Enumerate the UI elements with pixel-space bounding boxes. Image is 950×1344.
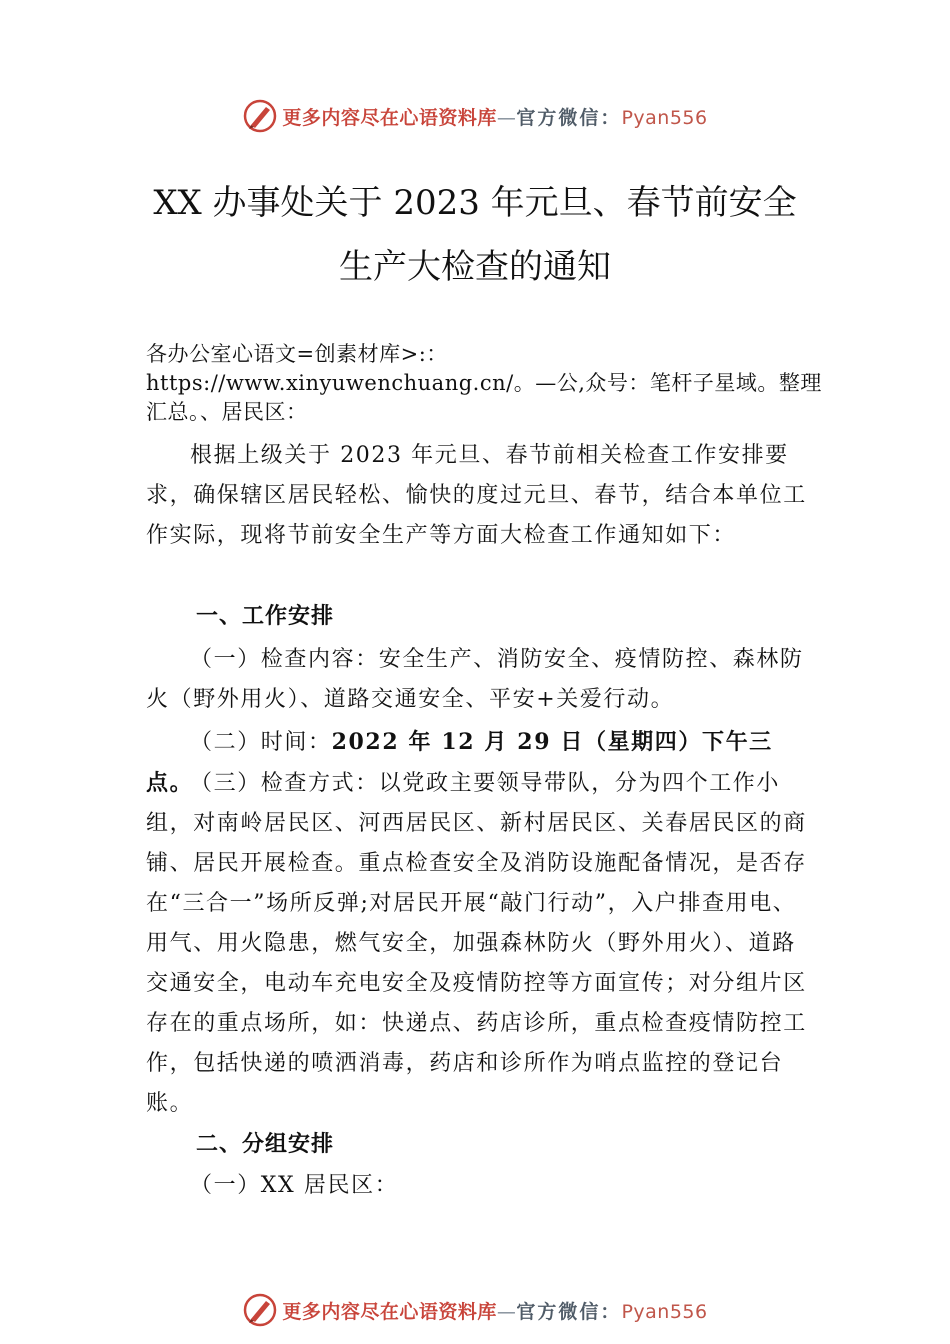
watermark-text: [282, 1297, 707, 1324]
section2-heading: 二、分组安排: [196, 1131, 335, 1157]
watermark-dash: —: [496, 106, 517, 129]
pen-logo-icon: [242, 98, 278, 134]
watermark-official: 官方微信：: [516, 1300, 622, 1323]
watermark-text: [282, 103, 707, 130]
watermark-dash: —: [496, 1300, 517, 1323]
document-title-line1: XX 办事处关于 2023 年元旦、春节前安全: [153, 183, 797, 223]
watermark-wechat-id: Pyan556: [621, 1300, 708, 1323]
item2-date: 2022 年 12 月 29 日（星期四）下午三点。: [146, 729, 773, 796]
section1-heading: 一、工作安排: [196, 603, 335, 629]
watermark-brand: 更多内容尽在心语资料库: [282, 106, 497, 129]
watermark-brand: 更多内容尽在心语资料库: [282, 1300, 497, 1323]
intro-paragraph: 根据上级关于 2023 年元旦、春节前相关检查工作安排要求，确保辖区居民轻松、愉快的度过元旦、春节，结合本单位工作实际，现将节前安全生产等方面大检查工作通知如下：: [146, 443, 807, 548]
item3-paragraph: （三）检查方式：以党政主要领导带队，分为四个工作小组，对南岭居民区、河西居民区、新村居民区、关春居民区的商铺、居民开展检查。重点检查安全及消防设施配备情况，是否存在“三合一”场所反弹;对居民开展“敲门行动”，入户排查用电、用气、用火隐患，燃气安全，加强森林防火（野外用火）、道路交通安全，电动车充电安全及疫情防控等方面宣传；对分组片区存在的重点场所，如：快递点、药店诊所，重点检查疫情防控工作，包括快递的喷洒消毒，药店和诊所作为哨点监控的登记台账。: [146, 771, 807, 1116]
document-title-line2: 生产大检查的通知: [339, 247, 611, 287]
item1-paragraph: （一）检查内容：安全生产、消防安全、疫情防控、森林防火（野外用火）、道路交通安全、平安+关爱行动。: [146, 647, 804, 712]
watermark-header: [0, 96, 950, 136]
sub1-paragraph: （一）XX 居民区：: [190, 1173, 399, 1198]
pen-logo-icon: [242, 1292, 278, 1328]
watermark-footer: [0, 1290, 950, 1330]
item2-label: （二）时间：: [190, 730, 332, 755]
salutation: 各办公室心语文=创素材库>:：https://www.xinyuwenchuang.cn/。—公,众号：笔杆子星域。整理汇总。、居民区：: [146, 342, 822, 424]
watermark-wechat-id: Pyan556: [621, 106, 708, 129]
watermark-official: 官方微信：: [516, 106, 622, 129]
